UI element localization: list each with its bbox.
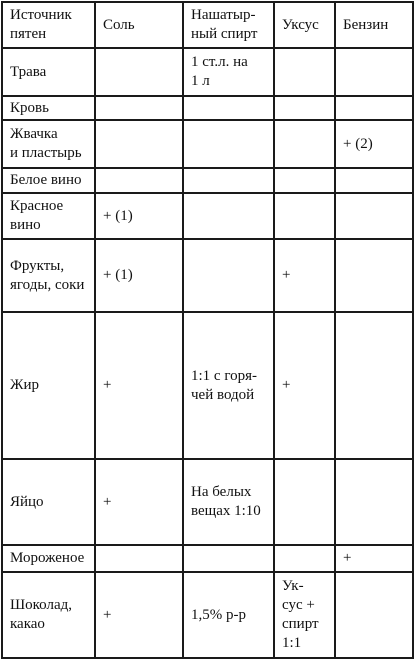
- table-cell: На белых вещах 1:10: [183, 459, 274, 545]
- table-cell: [335, 96, 413, 120]
- table-cell: [335, 459, 413, 545]
- table-cell: [183, 96, 274, 120]
- table-cell: +: [274, 239, 335, 312]
- table-cell: [183, 545, 274, 572]
- table-cell: [274, 48, 335, 96]
- table-cell: 1,5% р-р: [183, 572, 274, 658]
- table-row: [2, 312, 413, 459]
- table-cell: Ук- сус + спирт 1:1: [274, 572, 335, 658]
- table-row: [2, 120, 413, 168]
- stain-removal-table: [1, 1, 414, 659]
- table-cell: Мороженое: [2, 545, 95, 572]
- table-cell: [274, 545, 335, 572]
- table-cell: 1 ст.л. на 1 л: [183, 48, 274, 96]
- table-cell: [183, 120, 274, 168]
- table-cell: +: [274, 312, 335, 459]
- table-cell: [335, 48, 413, 96]
- table-cell: +: [95, 459, 183, 545]
- table-cell: + (1): [95, 193, 183, 239]
- header-cell-ammonia: Нашатыр- ный спирт: [183, 2, 274, 48]
- table-cell: [335, 312, 413, 459]
- table-cell: [95, 120, 183, 168]
- header-cell-gasoline: Бензин: [335, 2, 413, 48]
- table-cell: +: [335, 545, 413, 572]
- table-row: [2, 48, 413, 96]
- table-cell: Белое вино: [2, 168, 95, 193]
- table-cell: Трава: [2, 48, 95, 96]
- table-cell: [335, 239, 413, 312]
- table-row: [2, 168, 413, 193]
- table-cell: [274, 120, 335, 168]
- table-row: [2, 545, 413, 572]
- table-row: [2, 459, 413, 545]
- table-cell: [274, 459, 335, 545]
- table-cell: [183, 239, 274, 312]
- table-cell: [335, 572, 413, 658]
- table-cell: Шоколад, какао: [2, 572, 95, 658]
- table-cell: [183, 193, 274, 239]
- table-cell: Жвачка и пластырь: [2, 120, 95, 168]
- header-cell-source: Источник пятен: [2, 2, 95, 48]
- table-cell: + (2): [335, 120, 413, 168]
- table-cell: Кровь: [2, 96, 95, 120]
- table-cell: [335, 193, 413, 239]
- table-cell: + (1): [95, 239, 183, 312]
- table-cell: Яйцо: [2, 459, 95, 545]
- table-cell: [95, 96, 183, 120]
- table-row: [2, 572, 413, 658]
- header-row: [2, 2, 413, 48]
- header-cell-vinegar: Уксус: [274, 2, 335, 48]
- table-cell: Красное вино: [2, 193, 95, 239]
- table-row: [2, 96, 413, 120]
- table-cell: [95, 545, 183, 572]
- table-row: [2, 239, 413, 312]
- table-row: [2, 193, 413, 239]
- table-cell: [335, 168, 413, 193]
- table-cell: Фрукты, ягоды, соки: [2, 239, 95, 312]
- table-cell: [183, 168, 274, 193]
- header-cell-salt: Соль: [95, 2, 183, 48]
- table-cell: [95, 168, 183, 193]
- table-cell: Жир: [2, 312, 95, 459]
- table-cell: +: [95, 312, 183, 459]
- table-cell: [95, 48, 183, 96]
- table-cell: [274, 168, 335, 193]
- table-cell: [274, 193, 335, 239]
- table-cell: 1:1 с горя- чей водой: [183, 312, 274, 459]
- table-cell: [274, 96, 335, 120]
- table-cell: +: [95, 572, 183, 658]
